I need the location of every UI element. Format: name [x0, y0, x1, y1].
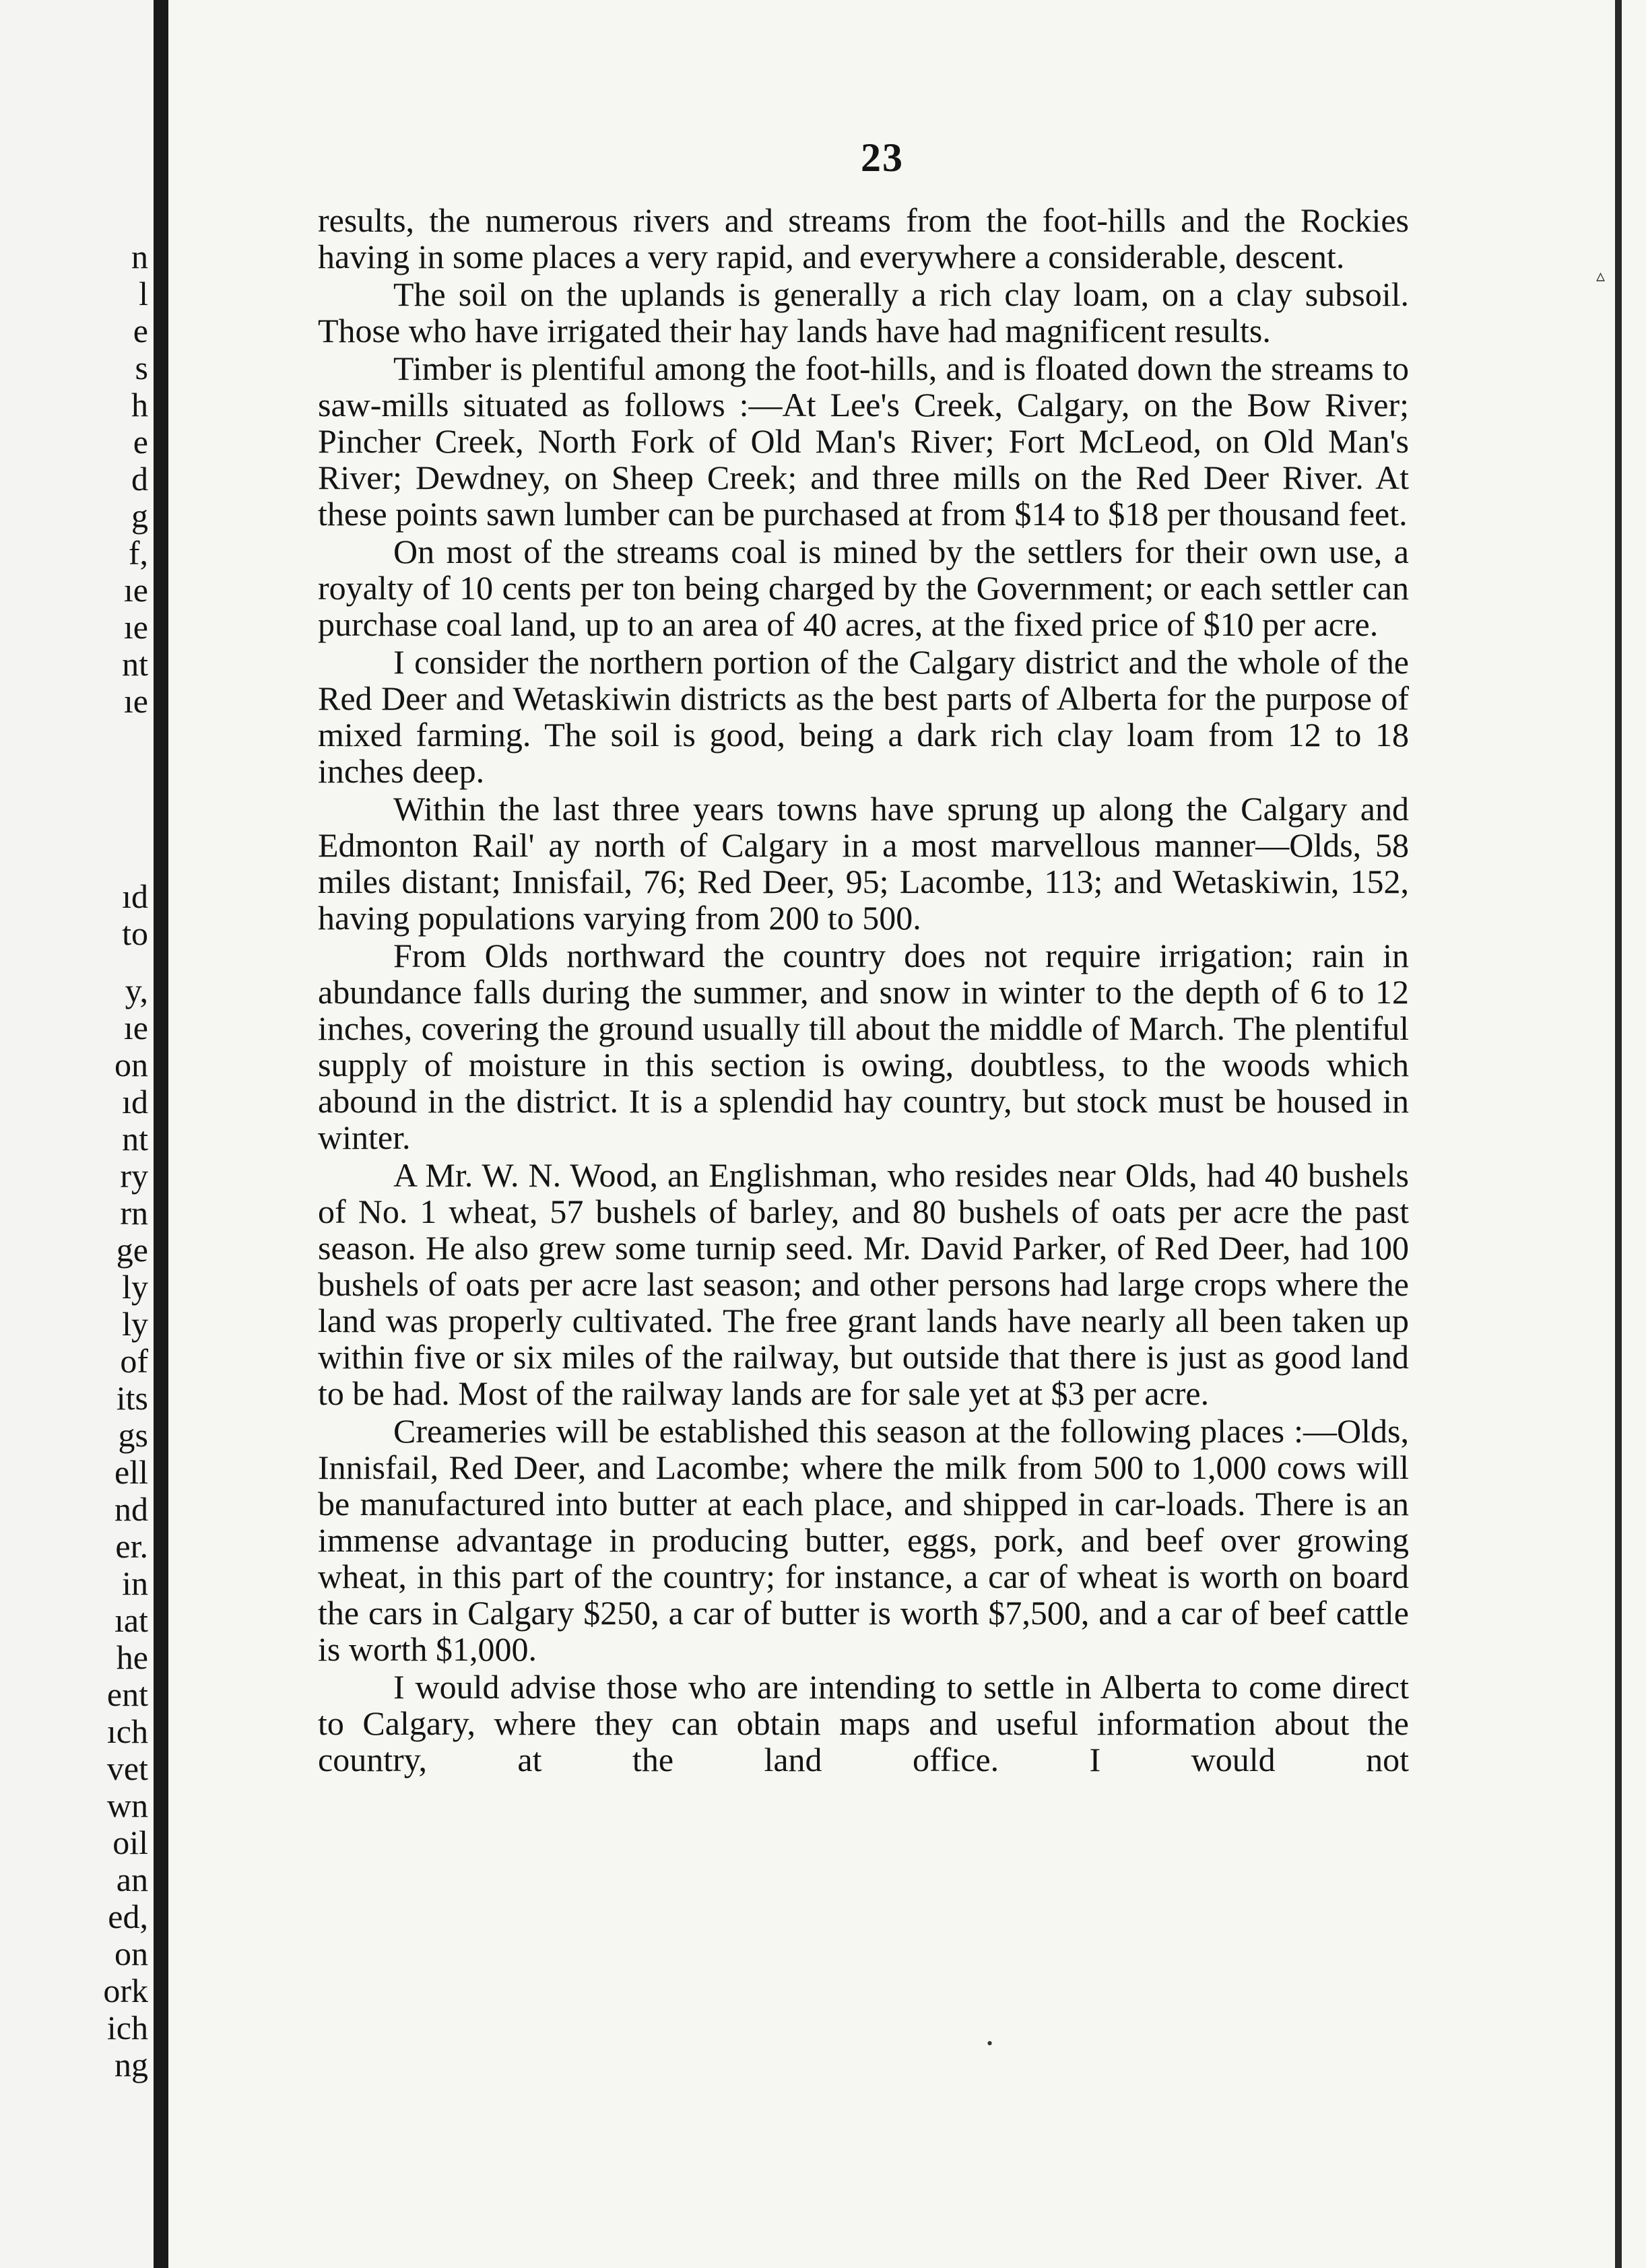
line-fragment: an	[116, 1861, 148, 1898]
paragraph: Within the last three years towns have sprung up along the Calgary and Edmonton Rail' ay north of Calgary in a most marvellous manner—Olds, 58 miles distant; Innisfail, 76; Red Deer, 95; Lacombe, 113; and Wetaskiwin, 152, having populations varying from 200 to 500.	[318, 790, 1409, 937]
paragraph: results, the numerous rivers and streams from the foot-hills and the Rockies having in some places a very rapid, and everywhere a considerable, descent.	[318, 201, 1409, 275]
print-speck: •	[987, 2034, 993, 2053]
line-fragment: to	[122, 914, 148, 952]
previous-page-strip	[0, 0, 154, 2268]
line-fragment: in	[122, 1564, 148, 1602]
line-fragment: e	[133, 423, 148, 461]
line-fragment: s	[135, 349, 148, 387]
line-fragment: ry	[120, 1157, 148, 1195]
line-fragment: ly	[122, 1305, 148, 1343]
line-fragment: gs	[118, 1416, 148, 1454]
line-fragment: ıe	[123, 682, 148, 720]
line-fragment: ge	[116, 1231, 148, 1269]
line-fragment: d	[131, 460, 148, 498]
line-fragment: on	[114, 1046, 148, 1083]
page-body-text	[318, 202, 1409, 1779]
paragraph: Creameries will be established this season at the following places :—Olds, Innisfail, Red Deer, and Lacombe; where the milk from 500 to 1,000 cows will be manufactured into butter at each place, and shipped in car-loads. There is an immense advantage in producing butter, eggs, pork, and beef over growing wheat, in this part of the country; for instance, a car of wheat is worth on board the cars in Calgary $250, a car of butter is worth $7,500, and a car of beef cattle is worth $1,000.	[318, 1412, 1409, 1668]
page-number: 23	[861, 135, 904, 180]
paragraph: A Mr. W. N. Wood, an Englishman, who resides near Olds, had 40 bushels of No. 1 wheat, 57 bushels of barley, and 80 bushels of oats per acre the past season. He also grew some turnip seed. Mr. David Parker, of Red Deer, had 100 bushels of oats per acre last season; and other persons had large crops where the land was properly cultivated. The free grant lands have nearly all been taken up within five or six miles of the railway, but outside that there is just as good land to be had. Most of the railway lands are for sale yet at $3 per acre.	[318, 1156, 1409, 1412]
line-fragment: l	[139, 275, 148, 312]
line-fragment: nt	[122, 1120, 148, 1158]
line-fragment: ıe	[123, 1009, 148, 1046]
book-page	[168, 0, 1646, 2268]
line-fragment: h	[131, 386, 148, 424]
line-fragment: ıch	[106, 1712, 148, 1750]
line-fragment: ıe	[123, 571, 148, 609]
line-fragment: ork	[103, 1972, 148, 2009]
line-fragment: f,	[128, 534, 148, 572]
line-fragment: nd	[114, 1490, 148, 1528]
line-fragment: ıd	[122, 877, 148, 915]
line-fragment: rn	[120, 1194, 148, 1232]
line-fragment: ent	[106, 1675, 148, 1713]
print-speck: ▵	[1596, 266, 1606, 286]
paragraph: I would advise those who are intending to settle in Alberta to come direct to Calgary, where they can obtain maps and useful information about the country, at the land office. I would not	[318, 1668, 1409, 1778]
paragraph: I consider the northern portion of the Calgary district and the whole of the Red Deer and Wetaskiwin districts as the best parts of Alberta for the purpose of mixed farming. The soil is good, being a dark rich clay loam from 12 to 18 inches deep.	[318, 643, 1409, 790]
line-fragment: y,	[125, 972, 148, 1009]
line-fragment: wn	[106, 1787, 148, 1824]
line-fragment: ich	[106, 2009, 148, 2046]
line-fragment: its	[116, 1379, 148, 1417]
page-edge	[1615, 0, 1622, 2268]
line-fragment: he	[116, 1638, 148, 1676]
line-fragment: ıd	[122, 1083, 148, 1121]
line-fragment: n	[131, 238, 148, 275]
line-fragment: nt	[122, 645, 148, 683]
line-fragment: ıe	[123, 608, 148, 646]
line-fragment: of	[120, 1342, 148, 1380]
paragraph: The soil on the uplands is generally a rich clay loam, on a clay subsoil. Those who have irrigated their hay lands have had magnificent results.	[318, 275, 1409, 349]
line-fragment: g	[131, 497, 148, 535]
line-fragment: vet	[106, 1749, 148, 1787]
paragraph: Timber is plentiful among the foot-hills, and is floated down the streams to saw-mills situated as follows :—At Lee's Creek, Calgary, on the Bow River; Pincher Creek, North Fork of Old Man's River; Fort McLeod, on Old Man's River; Dewdney, on Sheep Creek; and three mills on the Red Deer River. At these points sawn lumber can be purchased at from $14 to $18 per thousand feet.	[318, 349, 1409, 533]
paragraph: On most of the streams coal is mined by the settlers for their own use, a royalty of 10 cents per ton being charged by the Government; or each settler can purchase coal land, up to an area of 40 acres, at the fixed price of $10 per acre.	[318, 533, 1409, 643]
line-fragment: er.	[115, 1527, 148, 1565]
line-fragment: ıat	[114, 1601, 148, 1639]
line-fragment: e	[133, 312, 148, 349]
line-fragment: ly	[122, 1268, 148, 1306]
book-gutter	[154, 0, 168, 2268]
line-fragment: ed,	[108, 1898, 148, 1935]
line-fragment: on	[114, 1935, 148, 1972]
paragraph: From Olds northward the country does not require irrigation; rain in abundance falls during the summer, and snow in winter to the depth of 6 to 12 inches, covering the ground usually till about the middle of March. The plentiful supply of moisture in this section is owing, doubtless, to the woods which abound in the district. It is a splendid hay country, but stock must be housed in winter.	[318, 937, 1409, 1156]
line-fragment: ell	[114, 1453, 148, 1491]
line-fragment: oil	[112, 1824, 148, 1861]
line-fragment: ng	[114, 2046, 148, 2083]
